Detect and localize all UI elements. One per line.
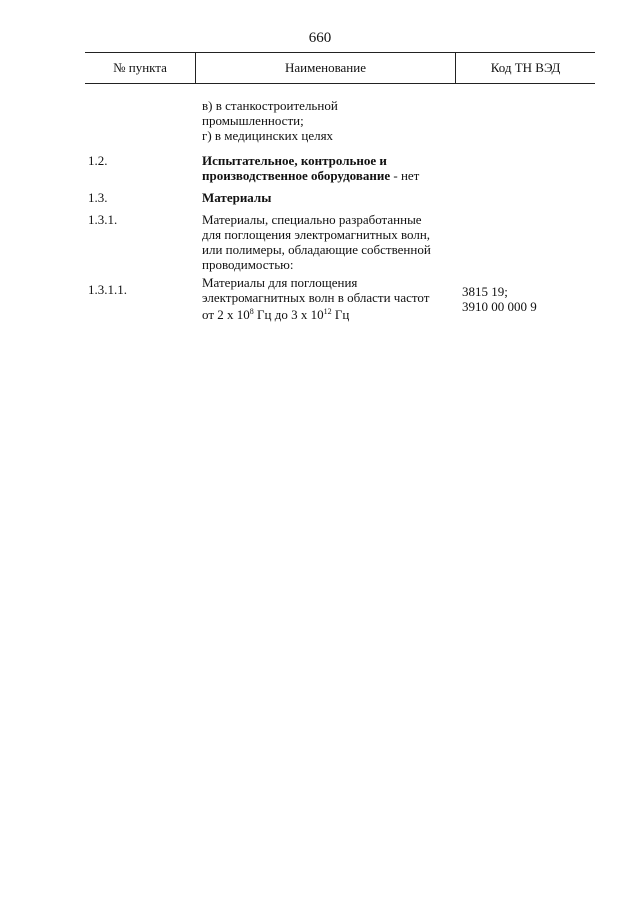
text-line (202, 168, 457, 183)
text-line: электромагнитных волн в области частот (202, 290, 430, 305)
text-line: Материалы для поглощения (202, 275, 358, 290)
header-number-column: № пункта (113, 60, 167, 75)
exponent: 8 (249, 307, 254, 316)
text-part: Гц (331, 307, 350, 322)
text-line: промышленности; (202, 113, 304, 128)
text-line: или полимеры, обладающие собственной (202, 242, 431, 257)
text-line: в) в станкостроительной (202, 98, 338, 113)
tn-ved-code: 3910 00 000 9 (462, 299, 537, 314)
item-code-1-3-1-1 (462, 284, 537, 314)
text-line: проводимостью: (202, 257, 294, 272)
tn-ved-code: 3815 19; (462, 284, 508, 299)
header-name-column: Наименование (195, 53, 456, 83)
item-name-1-2 (202, 153, 457, 183)
item-name-1-3-1-1 (202, 275, 457, 322)
item-number-1-3: 1.3. (88, 190, 108, 205)
bold-text: производственное оборудование (202, 168, 391, 183)
text-part: Гц до 3 х 10 (253, 307, 324, 322)
item-name-1-3-1 (202, 212, 457, 272)
item-number-1-2: 1.2. (88, 153, 108, 168)
text-line (202, 307, 457, 322)
exponent: 12 (323, 307, 332, 316)
item-number-1-3-1-1: 1.3.1.1. (88, 282, 127, 297)
item-number-1-3-1: 1.3.1. (88, 212, 118, 227)
text-line: г) в медицинских целях (202, 128, 334, 143)
text-part: от 2 х 10 (202, 307, 250, 322)
text-line: Материалы, специально разработанные (202, 212, 422, 227)
plain-text: - нет (390, 168, 420, 183)
table-header (85, 52, 595, 84)
continued-item-text (202, 98, 457, 143)
item-name-1-3: Материалы (202, 190, 272, 205)
text-line: Испытательное, контрольное и (202, 153, 387, 168)
header-code-column: Код ТН ВЭД (490, 60, 561, 75)
page-number: 660 (308, 30, 332, 46)
text-line: для поглощения электромагнитных волн, (202, 227, 431, 242)
